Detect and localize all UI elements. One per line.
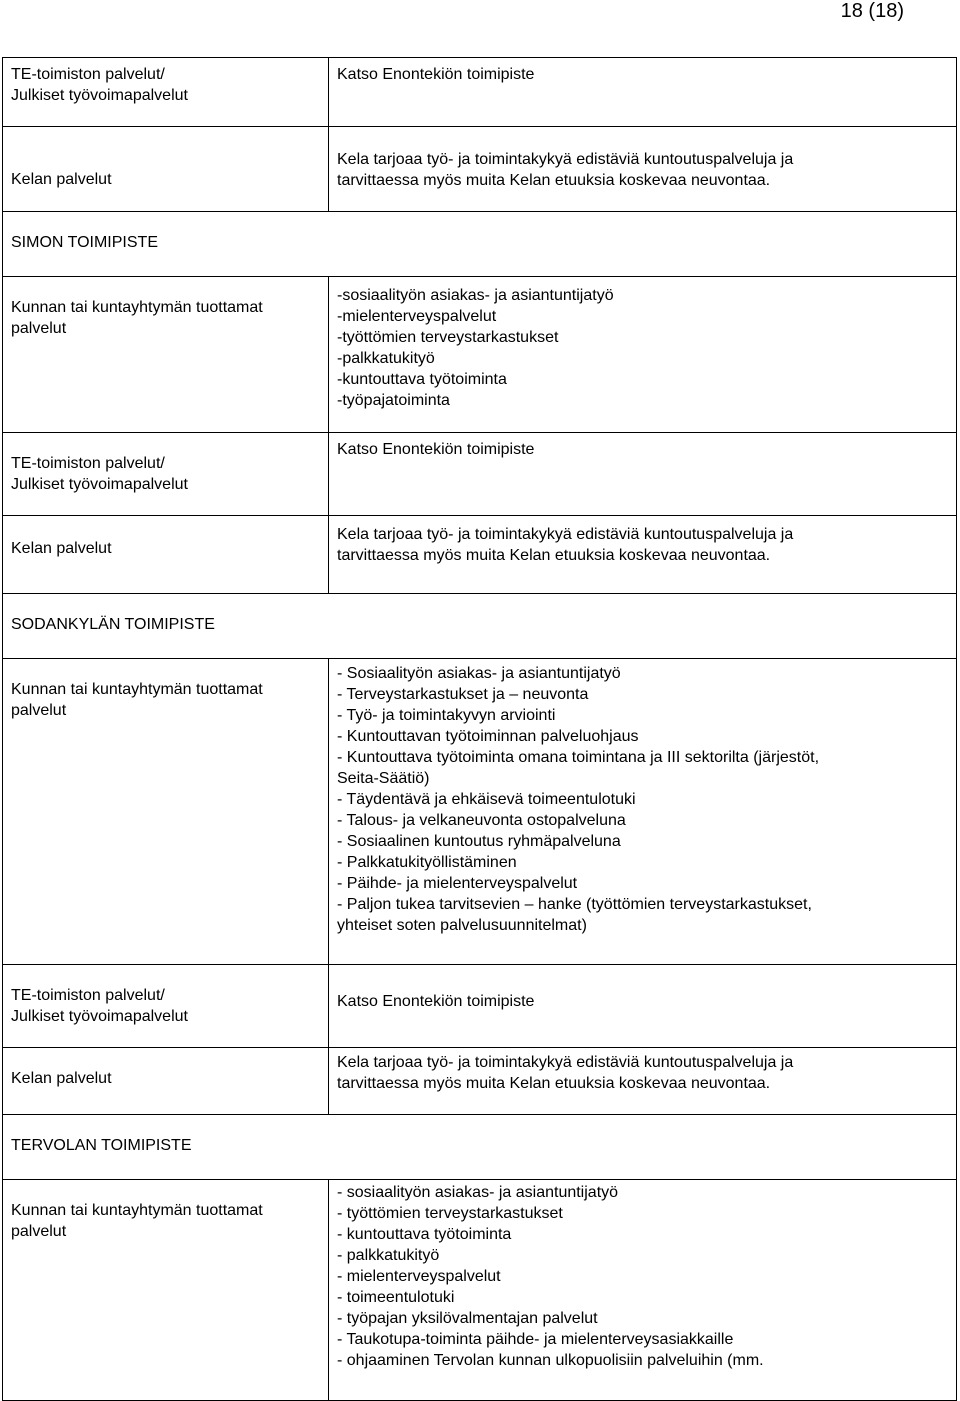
section-header-row	[3, 594, 957, 659]
municipal-services-label: Kunnan tai kuntayhtymän tuottamat palvelut	[3, 277, 329, 433]
kela-services-label: Kelan palvelut	[3, 516, 329, 594]
table-row	[3, 127, 957, 212]
kela-services-value: Kela tarjoaa työ- ja toimintakykyä edistäviä kuntoutuspalveluja ja tarvittaessa myös muita Kelan etuuksia koskevaa neuvontaa.	[329, 516, 957, 594]
municipal-services-value: - sosiaalityön asiakas- ja asiantuntijatyö - työttömien terveystarkastukset - kuntouttava työtoiminta - palkkatukityö - mielenterveyspalvelut - toimeentulotuki - työpajan yksilövalmentajan palvelut - Taukotupa-toiminta päihde- ja mielenterveysasiakkaille - ohjaaminen Tervolan kunnan ulkopuolisiin palveluihin (mm.	[329, 1180, 957, 1401]
te-services-value: Katso Enontekiön toimipiste	[329, 965, 957, 1048]
services-table	[2, 57, 957, 1401]
table-row	[3, 277, 957, 433]
section-header-row	[3, 1115, 957, 1180]
municipal-services-value: - Sosiaalityön asiakas- ja asiantuntijatyö - Terveystarkastukset ja – neuvonta - Työ- ja toimintakyvyn arviointi - Kuntouttavan työtoiminnan palveluohjaus - Kuntouttava työtoiminta omana toimintana ja III sektorilta (järjestöt, Seita-Säätiö) - Täydentävä ja ehkäisevä toimeentulotuki - Talous- ja velkaneuvonta ostopalveluna - Sosiaalinen kuntoutus ryhmäpalveluna - Palkkatukityöllistäminen - Päihde- ja mielenterveyspalvelut - Paljon tukea tarvitsevien – hanke (työttömien terveystarkastukset, yhteiset soten palvelusuunnitelmat)	[329, 659, 957, 965]
te-services-label: TE-toimiston palvelut/ Julkiset työvoimapalvelut	[3, 58, 329, 127]
te-services-label: TE-toimiston palvelut/ Julkiset työvoimapalvelut	[3, 433, 329, 516]
table-row	[3, 1048, 957, 1115]
municipal-services-label: Kunnan tai kuntayhtymän tuottamat palvelut	[3, 659, 329, 965]
te-services-value: Katso Enontekiön toimipiste	[329, 58, 957, 127]
kela-services-value: Kela tarjoaa työ- ja toimintakykyä edistäviä kuntoutuspalveluja ja tarvittaessa myös muita Kelan etuuksia koskevaa neuvontaa.	[329, 127, 957, 212]
te-services-label: TE-toimiston palvelut/ Julkiset työvoimapalvelut	[3, 965, 329, 1048]
page-number: 18 (18)	[840, 0, 904, 22]
kela-services-value: Kela tarjoaa työ- ja toimintakykyä edistäviä kuntoutuspalveluja ja tarvittaessa myös muita Kelan etuuksia koskevaa neuvontaa.	[329, 1048, 957, 1115]
table-row	[3, 433, 957, 516]
table-row	[3, 58, 957, 127]
table-row	[3, 516, 957, 594]
table-row	[3, 659, 957, 965]
section-title-sodankyla: SODANKYLÄN TOIMIPISTE	[3, 594, 957, 659]
section-title-simo: SIMON TOIMIPISTE	[3, 212, 957, 277]
municipal-services-label: Kunnan tai kuntayhtymän tuottamat palvelut	[3, 1180, 329, 1401]
te-services-value: Katso Enontekiön toimipiste	[329, 433, 957, 516]
table-row	[3, 965, 957, 1048]
kela-services-label: Kelan palvelut	[3, 127, 329, 212]
section-title-tervola: TERVOLAN TOIMIPISTE	[3, 1115, 957, 1180]
section-header-row	[3, 212, 957, 277]
kela-services-label: Kelan palvelut	[3, 1048, 329, 1115]
table-row	[3, 1180, 957, 1401]
municipal-services-value: -sosiaalityön asiakas- ja asiantuntijatyö -mielenterveyspalvelut -työttömien terveystarkastukset -palkkatukityö -kuntouttava työtoiminta -työpajatoiminta	[329, 277, 957, 433]
